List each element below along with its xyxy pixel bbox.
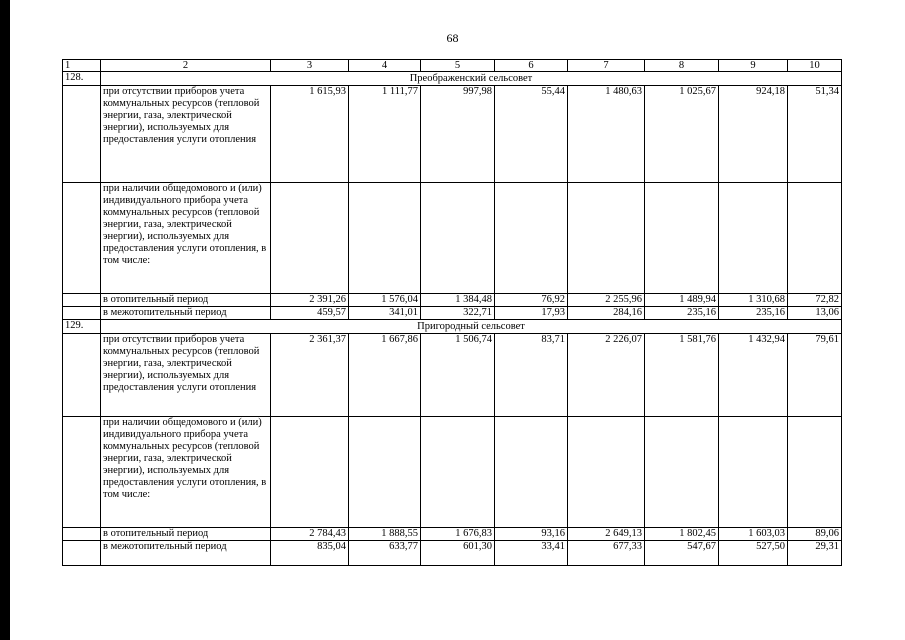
value-cell: 1 603,03 (719, 528, 788, 541)
index-cell (63, 307, 101, 320)
row-label: при отсутствии приборов учета коммунальных ресурсов (тепловой энергии, газа, электрической энергии), используемых для предоставления услуги отопления (101, 334, 271, 417)
value-cell: 1 489,94 (645, 294, 719, 307)
column-number: 7 (568, 60, 645, 72)
value-cell (421, 417, 495, 528)
row-interheating-period (63, 541, 842, 566)
column-number: 5 (421, 60, 495, 72)
value-cell (568, 417, 645, 528)
value-cell: 33,41 (495, 541, 568, 566)
value-cell: 459,57 (271, 307, 349, 320)
value-cell: 2 226,07 (568, 334, 645, 417)
row-without-meters (63, 86, 842, 183)
column-number: 6 (495, 60, 568, 72)
row-label: при наличии общедомового и (или) индивидуального прибора учета коммунальных ресурсов (тепловой энергии, газа, электрической энергии), используемых для предоставления услуги отопления, в том числе: (101, 183, 271, 294)
row-without-meters (63, 334, 842, 417)
section-index: 129. (63, 320, 101, 334)
value-cell: 924,18 (719, 86, 788, 183)
column-number-row (63, 60, 842, 72)
value-cell (788, 183, 842, 294)
column-number: 1 (63, 60, 101, 72)
section-index: 128. (63, 72, 101, 86)
value-cell: 835,04 (271, 541, 349, 566)
row-label: при наличии общедомового и (или) индивидуального прибора учета коммунальных ресурсов (тепловой энергии, газа, электрической энергии), используемых для предоставления услуги отопления, в том числе: (101, 417, 271, 528)
value-cell: 1 802,45 (645, 528, 719, 541)
row-label: в межотопительный период (101, 307, 271, 320)
column-number: 2 (101, 60, 271, 72)
row-with-meters (63, 417, 842, 528)
section-header-row (63, 320, 842, 334)
value-cell (788, 417, 842, 528)
value-cell (349, 183, 421, 294)
value-cell: 235,16 (719, 307, 788, 320)
section-title: Пригородный сельсовет (101, 320, 842, 334)
index-cell (63, 86, 101, 183)
value-cell (349, 417, 421, 528)
value-cell: 17,93 (495, 307, 568, 320)
value-cell: 83,71 (495, 334, 568, 417)
row-heating-period (63, 294, 842, 307)
row-label: в отопительный период (101, 294, 271, 307)
value-cell: 76,92 (495, 294, 568, 307)
value-cell: 1 480,63 (568, 86, 645, 183)
value-cell: 1 025,67 (645, 86, 719, 183)
value-cell: 55,44 (495, 86, 568, 183)
value-cell: 997,98 (421, 86, 495, 183)
value-cell: 93,16 (495, 528, 568, 541)
index-cell (63, 541, 101, 566)
value-cell: 1 581,76 (645, 334, 719, 417)
column-number: 9 (719, 60, 788, 72)
value-cell: 341,01 (349, 307, 421, 320)
value-cell (495, 417, 568, 528)
value-cell: 1 432,94 (719, 334, 788, 417)
column-number: 10 (788, 60, 842, 72)
value-cell: 2 361,37 (271, 334, 349, 417)
value-cell (645, 417, 719, 528)
row-heating-period (63, 528, 842, 541)
value-cell: 89,06 (788, 528, 842, 541)
tariff-table-body (63, 60, 842, 566)
value-cell: 51,34 (788, 86, 842, 183)
index-cell (63, 528, 101, 541)
section-header-row (63, 72, 842, 86)
row-label: в отопительный период (101, 528, 271, 541)
value-cell: 677,33 (568, 541, 645, 566)
value-cell: 1 615,93 (271, 86, 349, 183)
row-interheating-period (63, 307, 842, 320)
value-cell: 13,06 (788, 307, 842, 320)
value-cell: 2 391,26 (271, 294, 349, 307)
scan-binding-edge (0, 0, 10, 640)
value-cell: 1 576,04 (349, 294, 421, 307)
value-cell (271, 183, 349, 294)
value-cell: 79,61 (788, 334, 842, 417)
value-cell: 2 649,13 (568, 528, 645, 541)
column-number: 8 (645, 60, 719, 72)
value-cell: 2 255,96 (568, 294, 645, 307)
value-cell (645, 183, 719, 294)
row-with-meters (63, 183, 842, 294)
value-cell (719, 417, 788, 528)
section-title: Преображенский сельсовет (101, 72, 842, 86)
value-cell: 1 111,77 (349, 86, 421, 183)
value-cell (568, 183, 645, 294)
column-number: 3 (271, 60, 349, 72)
value-cell (271, 417, 349, 528)
value-cell: 601,30 (421, 541, 495, 566)
value-cell: 1 888,55 (349, 528, 421, 541)
value-cell: 29,31 (788, 541, 842, 566)
value-cell: 1 506,74 (421, 334, 495, 417)
value-cell: 633,77 (349, 541, 421, 566)
column-number: 4 (349, 60, 421, 72)
value-cell: 284,16 (568, 307, 645, 320)
row-label: при отсутствии приборов учета коммунальных ресурсов (тепловой энергии, газа, электрической энергии), используемых для предоставления услуги отопления (101, 86, 271, 183)
value-cell: 527,50 (719, 541, 788, 566)
tariff-table (62, 59, 842, 566)
page-number: 68 (446, 31, 459, 45)
value-cell: 1 676,83 (421, 528, 495, 541)
value-cell (421, 183, 495, 294)
value-cell: 1 667,86 (349, 334, 421, 417)
index-cell (63, 417, 101, 528)
value-cell: 1 310,68 (719, 294, 788, 307)
index-cell (63, 294, 101, 307)
value-cell: 1 384,48 (421, 294, 495, 307)
value-cell: 235,16 (645, 307, 719, 320)
value-cell (495, 183, 568, 294)
value-cell (719, 183, 788, 294)
value-cell: 72,82 (788, 294, 842, 307)
value-cell: 547,67 (645, 541, 719, 566)
value-cell: 2 784,43 (271, 528, 349, 541)
value-cell: 322,71 (421, 307, 495, 320)
row-label: в межотопительный период (101, 541, 271, 566)
index-cell (63, 183, 101, 294)
index-cell (63, 334, 101, 417)
